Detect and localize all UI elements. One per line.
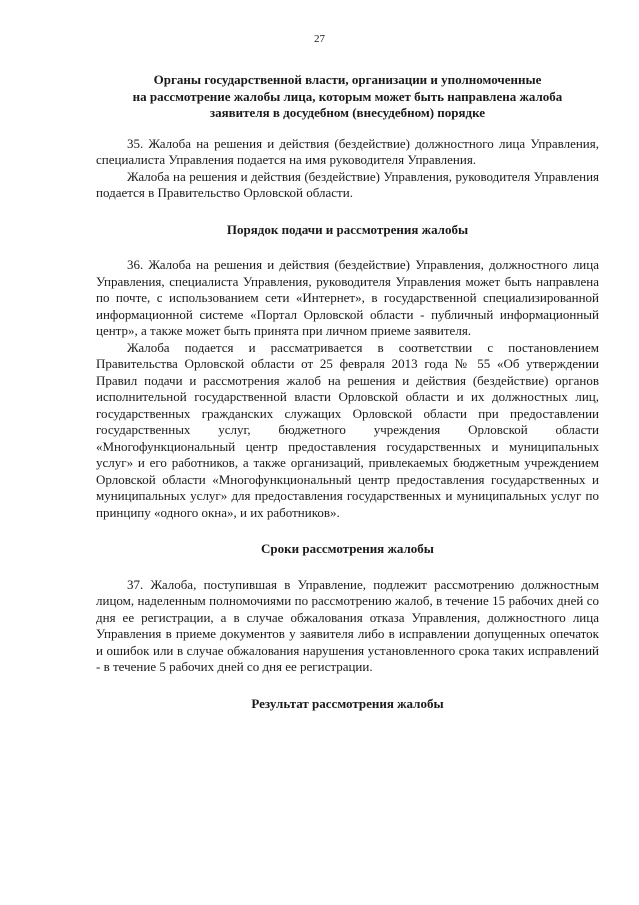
page-number: 27 [314, 33, 325, 45]
main-heading-line: заявителя в досудебном (внесудебном) порядке [209, 105, 486, 120]
paragraph-37: 37. Жалоба, поступившая в Управление, подлежит рассмотрению должностным лицом, наделенным полномочиями по рассмотрению жалоб, в течение 15 рабочих дней со дня ее регистрации, а в случае обжалования отказа Управления, должностного лица Управления в приеме документов у заявителя либо в исправлении допущенных опечаток и ошибок или в случае обжалования нарушения установленного срока таких исправлений - в течение 5 рабочих дней со дня ее регистрации. [96, 576, 599, 674]
section-heading-submission: Порядок подачи и рассмотрения жалобы [226, 221, 469, 237]
main-heading-line: на рассмотрение жалобы лица, которым может быть направлена жалоба [132, 88, 563, 104]
document-body [96, 72, 599, 731]
paragraph-35-complaint-to-government: Жалоба на решения и действия (бездействие) Управления, руководителя Управления подается в Правительство Орловской области. [96, 168, 599, 200]
section-heading-terms: Сроки рассмотрения жалобы [261, 541, 434, 556]
main-heading [96, 72, 599, 122]
paragraph-35: 35. Жалоба на решения и действия (бездействие) должностного лица Управления, специалиста Управления подается на имя руководителя Управления. [96, 135, 599, 167]
paragraph-36-regulation: Жалоба подается и рассматривается в соответствии с постановлением Правительства Орловской области от 25 февраля 2013 года № 55 «Об утверждении Правил подачи и рассмотрения жалоб на решения и действия (бездействие) органов исполнительной государственной власти Орловской области и их должностных лиц, государственных гражданских служащих Орловской области при предоставлении государственных услуг, бюджетного учреждения Орловской области «Многофункциональный центр предоставления государственных и муниципальных услуг» и его работников, а также организаций, привлекаемых бюджетным учреждением Орловской области «Многофункциональный центр предоставления государственных и муниципальных услуг» для предоставления государственных и муниципальных услуг по принципу «одного окна», и их работников». [96, 339, 599, 520]
main-heading-line: Органы государственной власти, организации и уполномоченные [153, 72, 542, 87]
paragraph-36: 36. Жалоба на решения и действия (бездействие) Управления, должностного лица Управления, специалиста Управления, руководителя Управления может быть направлена по почте, с использованием сети «Интернет», в государственной специализированной информационной системе «Портал Орловской области - публичный информационный центр», а также может быть принята при личном приеме заявителя. [96, 257, 599, 338]
section-heading-result: Результат рассмотрения жалобы [251, 695, 444, 711]
